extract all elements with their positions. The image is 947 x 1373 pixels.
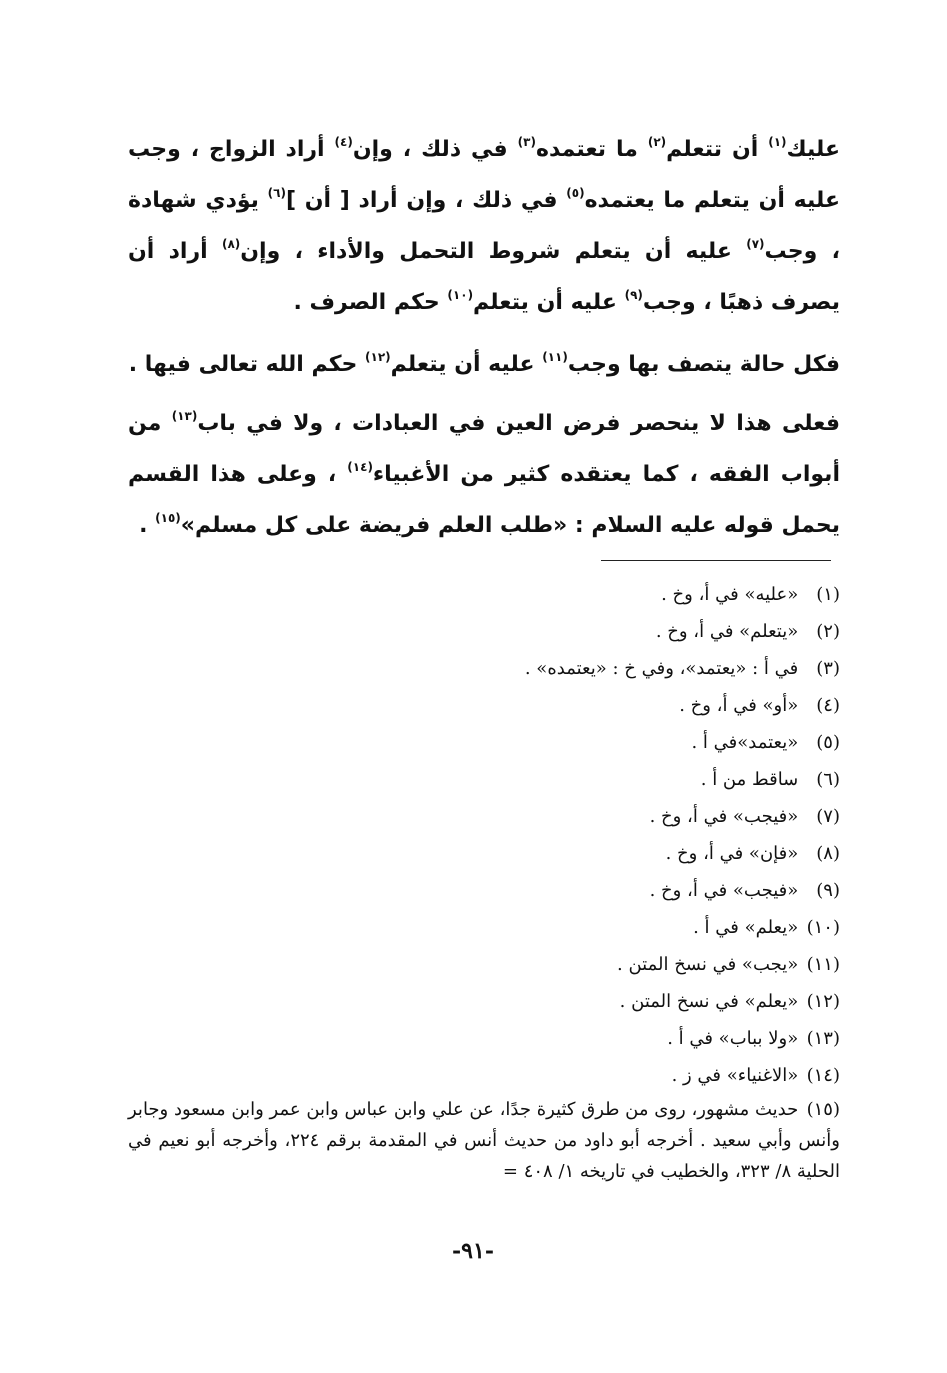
footnote-number: (١١)	[806, 954, 840, 975]
footnote-number: (٢)	[816, 621, 840, 642]
paragraph-1: عليك$^{(١)}$ أن تتعلم$^{(٢)}$ ما تعتمده$^{(٣)}$ في ذلك ، وإن$^{(٤)}$ أراد الزواج ، وجب عليه أن يتعلم ما يعتمده$^{(٥)}$ في ذلك ، وإن أراد [ أن ]$^{(٦)}$ يؤدي شهادة ، وجب$^{(٧)}$ عليه أن يتعلم شروط التحمل والأداء ، وإن$^{(٨)}$ أراد أن يصرف ذهبًا ، وجب$^{(٩)}$ عليه أن يتعلم$^{(١٠)}$ حكم الصرف .	[128, 135, 840, 315]
footnote-separator	[601, 560, 831, 561]
footnote-text: ساقط من أ .	[700, 769, 799, 790]
footnote-item	[128, 1020, 840, 1057]
footnote-item	[128, 798, 840, 835]
footnote-ref: (١)	[768, 135, 787, 149]
footnotes-list	[128, 576, 840, 1094]
footnote-number: (٨)	[816, 843, 840, 864]
footnote-item	[128, 724, 840, 761]
footnote-15	[128, 1094, 840, 1187]
footnote-item	[128, 650, 840, 687]
footnote-ref: (١٢)	[365, 350, 391, 364]
footnote-text: حديث مشهور، روى من طرق كثيرة جدًا، عن علي وابن عباس وابن عمر وابن مسعود وجابر وأنس وأبي سعيد . أخرجه أبو داود من حديث أنس في المقدمة برقم ٢٢٤، وأخرجه أبو نعيم في الحلية ٨/ ٣٢٣، والخطيب في تاريخه ١/ ٤٠٨ =	[128, 1099, 840, 1182]
footnote-text: «يتعلم» في أ، وخ .	[655, 621, 799, 642]
footnote-item	[128, 983, 840, 1020]
footnote-ref: (٧)	[746, 237, 765, 251]
footnote-text: في أ : «يعتمد»، وفي خ : «يعتمده» .	[524, 658, 799, 679]
footnote-number: (١٢)	[806, 991, 840, 1012]
footnote-ref: (٦)	[267, 186, 286, 200]
footnote-ref: (١٤)	[347, 460, 373, 474]
footnote-item	[128, 909, 840, 946]
footnote-item	[128, 761, 840, 798]
footnote-ref: (٣)	[517, 135, 536, 149]
footnote-ref: (١٣)	[171, 409, 198, 423]
footnote-text: «يجب» في نسخ المتن .	[617, 954, 799, 975]
page-number: -٩١-	[452, 1238, 494, 1264]
footnote-text: «يعلم» في نسخ المتن .	[619, 991, 799, 1012]
footnote-ref: (١٠)	[447, 288, 474, 302]
footnote-ref: (١١)	[542, 350, 568, 364]
footnote-ref: (١٥)	[155, 511, 181, 525]
footnote-number: (٦)	[816, 769, 840, 790]
footnote-number: (١٣)	[806, 1028, 840, 1049]
footnote-number: (١٠)	[806, 917, 840, 938]
footnote-item	[128, 872, 840, 909]
footnote-item	[128, 613, 840, 650]
footnote-item	[128, 946, 840, 983]
footnote-ref: (٩)	[624, 288, 643, 302]
footnote-number: (٥)	[816, 732, 840, 753]
footnote-number: (٣)	[816, 658, 840, 679]
footnote-item	[128, 687, 840, 724]
footnote-number: (١)	[816, 584, 840, 605]
footnote-item	[128, 576, 840, 613]
footnote-ref: (٤)	[334, 135, 353, 149]
footnote-number: (٧)	[816, 806, 840, 827]
footnote-text: «ولا بباب» في أ .	[667, 1028, 799, 1049]
footnote-text: «يعتمد»في أ .	[691, 732, 799, 753]
paragraph-2: فكل حالة يتصف بها وجب$^{(١١)}$ عليه أن يتعلم$^{(١٢)}$ حكم الله تعالى فيها .	[128, 350, 840, 377]
footnote-text: «فيجب» في أ، وخ .	[649, 880, 799, 901]
paragraph-3: فعلى هذا لا ينحصر فرض العين في العبادات ، ولا في باب$^{(١٣)}$ من أبواب الفقه ، كما يعتقده كثير من الأغبياء$^{(١٤)}$ ، وعلى هذا القسم يحمل قوله عليه السلام : «طلب العلم فريضة على كل مسلم»$^{(١٥)}$ .	[128, 409, 841, 538]
footnote-number: (٤)	[816, 695, 840, 716]
footnote-ref: (٨)	[221, 237, 241, 251]
footnote-number: (١٥)	[806, 1099, 840, 1120]
footnote-text: «فإن» في أ، وخ .	[665, 843, 799, 864]
footnote-item	[128, 1057, 840, 1094]
footnote-text: «فيجب» في أ، وخ .	[649, 806, 799, 827]
footnote-text: «عليه» في أ، وخ .	[661, 584, 799, 605]
footnote-item	[128, 835, 840, 872]
footnote-text: «يعلم» في أ .	[693, 917, 799, 938]
footnote-text: «أو» في أ، وخ .	[679, 695, 799, 716]
footnote-text: «الاغنياء» في ز .	[671, 1065, 799, 1086]
footnote-number: (٩)	[816, 880, 840, 901]
footnote-ref: (٥)	[566, 186, 585, 200]
footnote-ref: (٢)	[647, 135, 667, 149]
footnote-number: (١٤)	[806, 1065, 840, 1086]
